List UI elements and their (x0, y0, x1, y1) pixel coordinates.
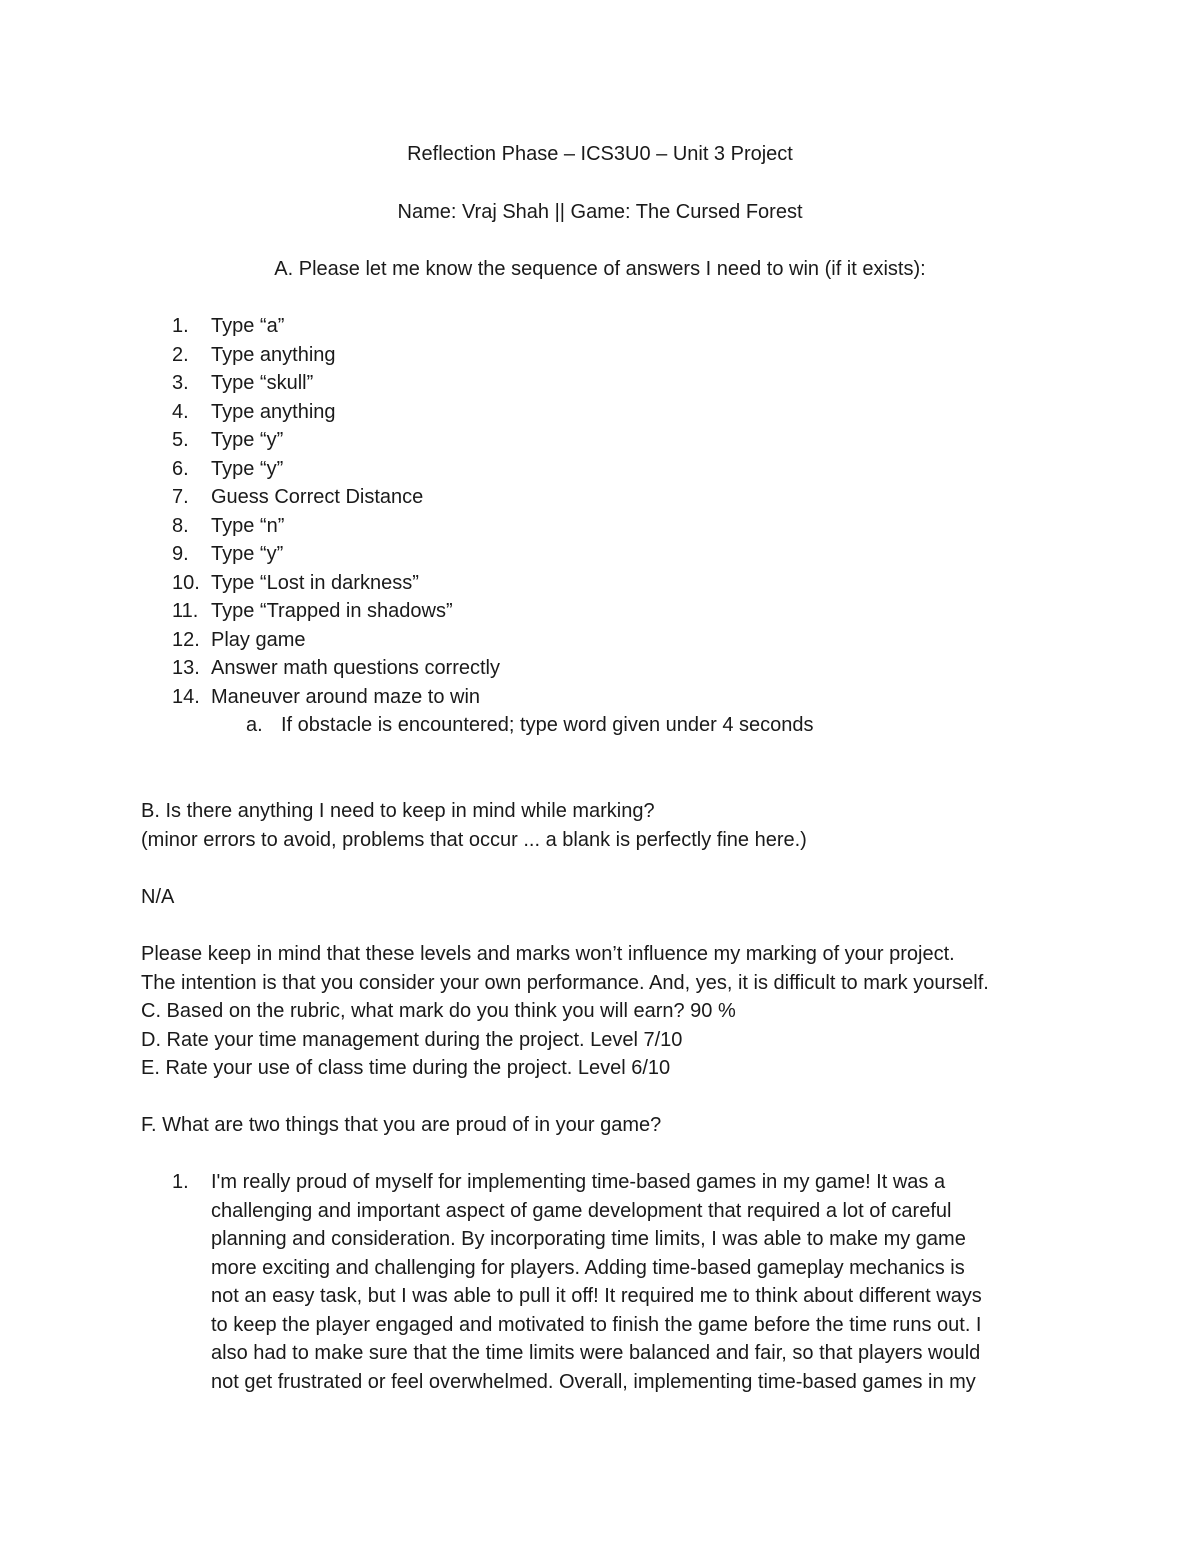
list-number: 9. (172, 543, 189, 565)
list-number: 13. (172, 657, 200, 679)
list-text: Type “y” (211, 457, 284, 480)
paragraph-line: to keep the player engaged and motivated to finish the game before the time runs out. I (211, 1313, 982, 1336)
question-d: D. Rate your time management during the project. Level 7/10 (141, 1028, 683, 1051)
paragraph-line: not get frustrated or feel overwhelmed. Overall, implementing time-based games in my (211, 1370, 976, 1393)
list-text: Type “y” (211, 429, 284, 451)
question-f: F. What are two things that you are proud of in your game? (141, 1114, 662, 1136)
list-number: 7. (172, 486, 189, 508)
paragraph-line: planning and consideration. By incorporating time limits, I was able to make my game (211, 1228, 966, 1250)
list-text: Type anything (211, 400, 336, 423)
list-number: 10. (172, 571, 200, 594)
question-b: B. Is there anything I need to keep in mind while marking? (141, 800, 655, 822)
question-c: C. Based on the rubric, what mark do you think you will earn? 90 % (141, 1000, 736, 1022)
list-number: 14. (172, 685, 200, 708)
list-number: 4. (172, 400, 189, 423)
paragraph-line: not an easy task, but I was able to pull it off! It required me to think about different ways (211, 1285, 982, 1307)
list-number: 2. (172, 343, 189, 366)
list-number: 5. (172, 429, 189, 451)
paragraph-line: I'm really proud of myself for implementing time-based games in my game! It was a (211, 1171, 946, 1193)
list-text: Type “n” (211, 514, 285, 537)
assessment-intro-line: Please keep in mind that these levels and marks won’t influence my marking of your project. (141, 943, 955, 965)
assessment-intro-line: The intention is that you consider your own performance. And, yes, it is difficult to mark yourself. (141, 971, 989, 994)
list-number: 3. (172, 372, 189, 394)
answer-b: N/A (141, 886, 175, 908)
list-text: Type “Trapped in shadows” (211, 600, 453, 622)
self-assessment-section (141, 940, 1101, 1083)
list-text: Maneuver around maze to win (211, 685, 481, 708)
answer-paragraph (211, 1168, 1091, 1396)
list-text: Play game (211, 628, 306, 651)
paragraph-line: also had to make sure that the time limits were balanced and fair, so that players would (211, 1342, 981, 1364)
section-b (141, 797, 1101, 854)
list-text: Guess Correct Distance (211, 486, 424, 508)
list-text: Type “a” (211, 315, 285, 337)
list-number: 8. (172, 514, 189, 537)
student-name-line: Name: Vraj Shah || Game: The Cursed Forest (397, 201, 803, 223)
paragraph-line: challenging and important aspect of game development that required a lot of careful (211, 1199, 952, 1222)
list-number: 1. (172, 1171, 189, 1193)
list-subtext: If obstacle is encountered; type word given under 4 seconds (281, 714, 814, 736)
question-a: A. Please let me know the sequence of answers I need to win (if it exists): (274, 258, 926, 280)
list-text: Type “Lost in darkness” (211, 571, 419, 594)
list-text: Type “skull” (211, 372, 314, 394)
list-text: Type “y” (211, 543, 284, 565)
document-title: Reflection Phase – ICS3U0 – Unit 3 Project (407, 143, 793, 165)
list-number: 12. (172, 628, 200, 651)
list-text: Answer math questions correctly (211, 657, 501, 679)
list-text: Type anything (211, 343, 336, 366)
list-number: 11. (172, 600, 199, 622)
list-number: 1. (172, 315, 189, 337)
list-subnumber: a. (246, 714, 263, 736)
question-b-note: (minor errors to avoid, problems that occur ... a blank is perfectly fine here.) (141, 828, 807, 851)
list-number: 6. (172, 457, 189, 480)
paragraph-line: more exciting and challenging for players. Adding time-based gameplay mechanics is (211, 1256, 965, 1279)
question-e: E. Rate your use of class time during the project. Level 6/10 (141, 1057, 671, 1079)
